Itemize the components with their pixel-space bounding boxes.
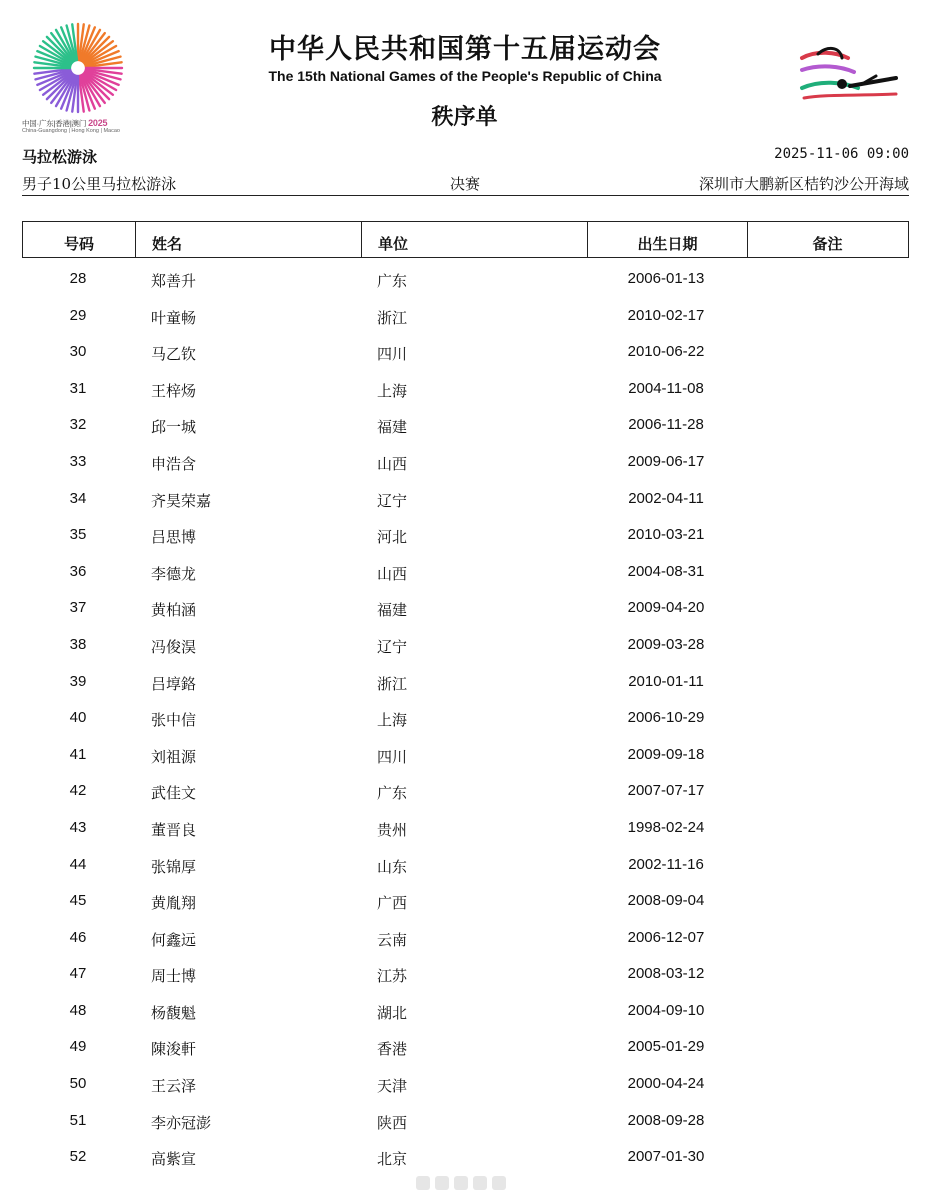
- logo-year: 2025: [88, 118, 108, 128]
- logo-subcaption: China-Guangdong | Hong Kong | Macao: [22, 128, 120, 134]
- cell-name: 邱一城: [151, 418, 197, 437]
- cell-name: 武佳文: [151, 784, 197, 803]
- cell-unit: 广东: [377, 272, 408, 290]
- cell-number: 35: [69, 526, 87, 544]
- table-row: [22, 737, 909, 774]
- cell-unit: 山西: [377, 454, 408, 473]
- cell-birthdate: 2002-11-16: [628, 855, 704, 873]
- cell-unit: 河北: [377, 528, 408, 547]
- column-header-name: 姓名: [135, 222, 361, 257]
- table-row: [22, 920, 909, 957]
- table-row: [22, 956, 909, 993]
- cell-birthdate: 2008-09-28: [627, 1111, 705, 1129]
- event-phase: 决赛: [450, 175, 481, 193]
- marathon-swimming-pictogram-icon: [796, 44, 906, 106]
- sport-name: 马拉松游泳: [22, 148, 98, 166]
- cell-birthdate: 2000-04-24: [627, 1075, 705, 1093]
- event-venue: 深圳市大鹏新区桔钓沙公开海域: [698, 175, 909, 193]
- table-row: [22, 481, 909, 518]
- cell-number: 38: [69, 635, 87, 653]
- cell-number: 44: [69, 855, 87, 873]
- cell-birthdate: 2010-06-22: [627, 343, 705, 361]
- cell-name: 黄柏涵: [151, 601, 197, 620]
- cell-birthdate: 2006-01-13: [627, 270, 705, 287]
- cell-number: 28: [69, 270, 87, 287]
- cell-birthdate: 2007-07-17: [627, 782, 705, 800]
- cell-name: 张锦厚: [151, 857, 197, 876]
- cell-number: 41: [69, 745, 87, 763]
- table-row: [22, 334, 909, 371]
- cell-birthdate: 2006-10-29: [627, 709, 705, 727]
- cell-birthdate: 2004-09-10: [627, 1001, 705, 1019]
- cell-name: 周士博: [151, 967, 197, 986]
- cell-name: 刘祖源: [151, 747, 197, 766]
- cell-number: 36: [69, 562, 87, 580]
- table-row: [22, 773, 909, 810]
- cell-number: 30: [69, 343, 87, 361]
- cell-number: 46: [69, 928, 87, 946]
- column-header-remarks: 备注: [747, 222, 907, 257]
- table-row: [22, 298, 909, 335]
- table-row: [22, 847, 909, 884]
- cell-unit: 浙江: [377, 674, 408, 693]
- cell-number: 34: [69, 489, 87, 507]
- column-header-unit: 单位: [361, 222, 587, 257]
- cell-name: 何鑫远: [151, 930, 197, 949]
- table-row: [22, 261, 909, 298]
- cell-name: 吕思博: [151, 528, 197, 547]
- document-title: 秩序单: [431, 105, 498, 130]
- cell-unit: 浙江: [377, 308, 408, 327]
- cell-name: 申浩含: [151, 454, 197, 473]
- cell-number: 42: [69, 782, 87, 800]
- cell-name: 高紫宣: [151, 1150, 197, 1169]
- cell-number: 39: [69, 672, 87, 690]
- cell-number: 47: [69, 965, 87, 983]
- cell-number: 31: [69, 379, 87, 397]
- table-row: [22, 664, 909, 701]
- cell-birthdate: 2005-01-29: [627, 1038, 705, 1056]
- cell-unit: 上海: [377, 381, 408, 400]
- cell-unit: 香港: [377, 1040, 408, 1059]
- title-english: The 15th National Games of the People's Republic of China: [268, 68, 662, 84]
- table-row: [22, 1103, 909, 1140]
- cell-unit: 云南: [377, 930, 408, 949]
- cell-number: 52: [69, 1148, 87, 1166]
- table-row: [22, 371, 909, 408]
- table-row: [22, 517, 909, 554]
- table-row: [22, 444, 909, 481]
- cell-name: 董晋良: [151, 820, 197, 839]
- table-header: [22, 221, 909, 258]
- cell-name: 张中信: [151, 711, 197, 730]
- cell-birthdate: 2009-04-20: [627, 599, 705, 617]
- cell-unit: 山西: [377, 564, 408, 583]
- cell-unit: 湖北: [377, 1003, 408, 1022]
- cell-number: 45: [69, 892, 87, 910]
- cell-unit: 四川: [377, 747, 408, 766]
- cell-number: 43: [69, 818, 87, 836]
- cell-name: 杨馥魁: [151, 1003, 197, 1022]
- cell-name: 王云泽: [151, 1077, 197, 1096]
- cell-unit: 广东: [377, 784, 408, 803]
- cell-birthdate: 2007-01-30: [627, 1148, 705, 1166]
- logo-caption-text: 中国·广东|香港|澳门: [22, 119, 87, 128]
- cell-unit: 上海: [377, 711, 408, 730]
- table-row: [22, 407, 909, 444]
- cell-unit: 福建: [377, 601, 408, 620]
- cell-birthdate: 2006-12-07: [627, 928, 705, 946]
- table-row: [22, 590, 909, 627]
- cell-birthdate: 2004-08-31: [627, 562, 705, 580]
- cell-birthdate: 2010-02-17: [627, 306, 705, 324]
- title-chinese: 中华人民共和国第十五届运动会: [269, 34, 661, 65]
- cell-unit: 贵州: [377, 820, 408, 839]
- cell-unit: 福建: [377, 418, 408, 437]
- table-row: [22, 883, 909, 920]
- cell-birthdate: 2006-11-28: [628, 416, 704, 434]
- cell-name: 冯俊淏: [151, 637, 197, 656]
- cell-name: 吕埻鉻: [151, 674, 197, 693]
- cell-unit: 山东: [377, 857, 408, 876]
- table-body: [22, 261, 909, 1176]
- cell-birthdate: 2010-01-11: [628, 672, 704, 690]
- meta-row-sport: [22, 146, 909, 168]
- cell-unit: 北京: [377, 1150, 408, 1169]
- cell-name: 叶童畅: [151, 308, 197, 327]
- watermark: [416, 1172, 508, 1194]
- cell-birthdate: 2002-04-11: [628, 489, 704, 507]
- event-datetime: 2025-11-06 09:00: [774, 146, 909, 162]
- cell-number: 37: [69, 599, 87, 617]
- cell-name: 郑善升: [151, 272, 197, 290]
- cell-unit: 四川: [377, 345, 408, 364]
- cell-unit: 江苏: [377, 967, 408, 986]
- cell-birthdate: 1998-02-24: [627, 818, 705, 836]
- cell-name: 黄胤翔: [151, 894, 197, 913]
- table-row: [22, 1029, 909, 1066]
- cell-number: 48: [69, 1001, 87, 1019]
- cell-unit: 广西: [377, 894, 408, 913]
- cell-birthdate: 2009-06-17: [627, 452, 705, 470]
- cell-unit: 陕西: [377, 1113, 408, 1132]
- cell-number: 51: [69, 1111, 87, 1129]
- cell-unit: 天津: [377, 1077, 408, 1096]
- cell-birthdate: 2009-03-28: [627, 635, 705, 653]
- cell-number: 49: [69, 1038, 87, 1056]
- cell-number: 40: [69, 709, 87, 727]
- table-row: [22, 1139, 909, 1176]
- column-header-birthdate: 出生日期: [587, 222, 747, 257]
- cell-name: 马乙钦: [151, 345, 197, 364]
- cell-number: 32: [69, 416, 87, 434]
- table-row: [22, 1066, 909, 1103]
- cell-name: 李德龙: [151, 564, 197, 583]
- cell-name: 陳浚軒: [151, 1040, 197, 1059]
- cell-number: 50: [69, 1075, 87, 1093]
- cell-number: 33: [69, 452, 87, 470]
- table-row: [22, 554, 909, 591]
- cell-name: 李亦冠澎: [151, 1113, 212, 1132]
- cell-birthdate: 2009-09-18: [627, 745, 705, 763]
- cell-name: 齐昊荣嘉: [151, 491, 212, 510]
- table-row: [22, 627, 909, 664]
- table-row: [22, 810, 909, 847]
- column-header-number: 号码: [63, 235, 94, 253]
- cell-name: 王梓炀: [151, 381, 197, 400]
- cell-unit: 辽宁: [377, 491, 408, 510]
- cell-unit: 辽宁: [377, 637, 408, 656]
- cell-birthdate: 2004-11-08: [628, 379, 704, 397]
- games-title: [200, 34, 730, 84]
- cell-birthdate: 2008-03-12: [627, 965, 705, 983]
- table-row: [22, 700, 909, 737]
- cell-number: 29: [69, 306, 87, 324]
- meta-row-event: [22, 173, 909, 196]
- cell-birthdate: 2010-03-21: [627, 526, 705, 544]
- table-row: [22, 993, 909, 1030]
- event-name: 男子10公里马拉松游泳: [22, 175, 177, 193]
- cell-birthdate: 2008-09-04: [627, 892, 705, 910]
